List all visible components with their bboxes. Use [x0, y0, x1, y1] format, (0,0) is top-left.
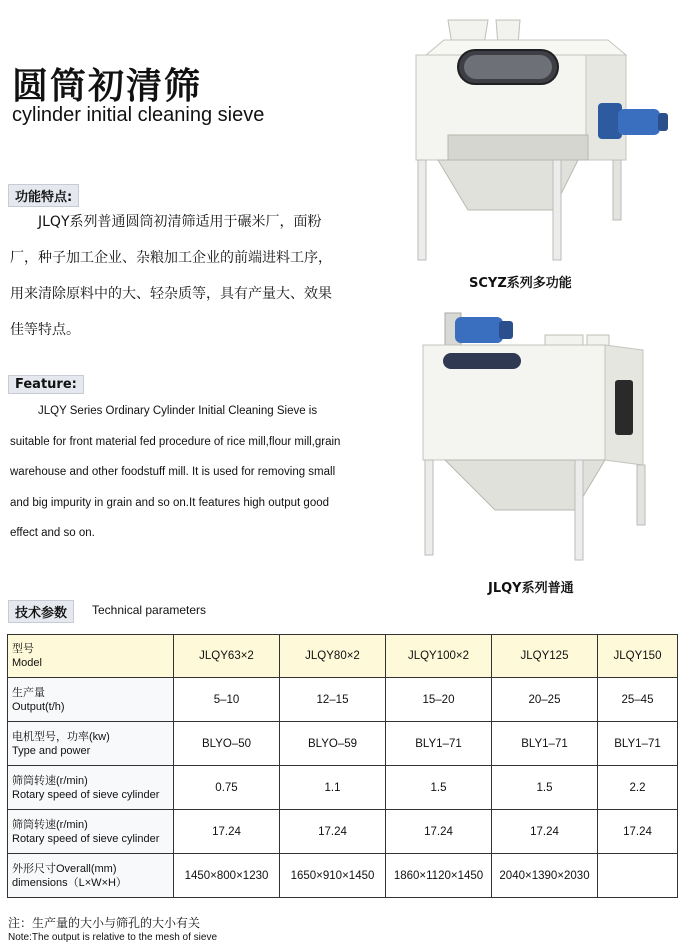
model-cell: JLQY100×2: [386, 635, 492, 678]
note-cn: 注：生产量的大小与筛孔的大小有关: [8, 916, 201, 930]
table-cell: [598, 854, 678, 898]
table-cell: 1.5: [386, 766, 492, 810]
table-cell: 5–10: [174, 678, 280, 722]
row-label: 筛筒转速(r/min) Rotary speed of sieve cylinder: [8, 810, 174, 854]
features-cn-line: 用来清除原料中的大、轻杂质等，具有产量大、效果: [10, 286, 332, 302]
features-en-line: and big impurity in grain and so on.It features high output good: [10, 496, 330, 509]
table-row: [8, 722, 678, 766]
features-en-line: JLQY Series Ordinary Cylinder Initial Cleaning Sieve is: [38, 405, 318, 417]
table-cell: 17.24: [492, 810, 598, 854]
page-title: 圆筒初清筛: [12, 66, 203, 107]
features-en-line: warehouse and other foodstuff mill. It is used for removing small: [10, 466, 336, 478]
features-en-line: suitable for front material fed procedure of rice mill,flour mill,grain: [10, 435, 341, 448]
table-cell: 1650×910×1450: [280, 854, 386, 898]
table-cell: 0.75: [174, 766, 280, 810]
features-en-heading: Feature:: [8, 375, 84, 394]
features-cn-line: 佳等特点。: [10, 322, 80, 338]
model-cell: JLQY63×2: [174, 635, 280, 678]
model-cell: JLQY150: [598, 635, 678, 678]
table-row: [8, 810, 678, 854]
scyz-caption: SCYZ系列多功能: [469, 276, 572, 291]
note-en: Note:The output is relative to the mesh of sieve: [8, 932, 217, 943]
table-cell: 17.24: [386, 810, 492, 854]
table-row: [8, 766, 678, 810]
table-cell: BLYO–59: [280, 722, 386, 766]
jlqy-caption: JLQY系列普通: [488, 581, 574, 596]
table-cell: 2.2: [598, 766, 678, 810]
page-subtitle: cylinder initial cleaning sieve: [12, 104, 265, 126]
model-cell: JLQY125: [492, 635, 598, 678]
tech-params-table: [7, 634, 678, 898]
table-cell: 20–25: [492, 678, 598, 722]
tech-params-subheading: Technical parameters: [92, 603, 207, 617]
table-cell: BLY1–71: [598, 722, 678, 766]
table-cell: 12–15: [280, 678, 386, 722]
features-cn-line: 厂，种子加工企业、杂粮加工企业的前端进料工序，: [10, 250, 332, 266]
features-cn-paragraph: [10, 204, 362, 348]
table-cell: 17.24: [280, 810, 386, 854]
table-cell: 1.5: [492, 766, 598, 810]
row-label: 电机型号，功率(kw) Type and power: [8, 722, 174, 766]
row-label: 筛筒转速(r/min) Rotary speed of sieve cylinder: [8, 766, 174, 810]
features-en-paragraph: [10, 396, 362, 549]
table-row: [8, 854, 678, 898]
table-cell: 17.24: [598, 810, 678, 854]
table-cell: BLY1–71: [492, 722, 598, 766]
features-en-line: effect and so on.: [10, 527, 95, 539]
scyz-machine-image: [408, 15, 678, 265]
table-cell: 2040×1390×2030: [492, 854, 598, 898]
table-cell: 15–20: [386, 678, 492, 722]
table-header-label: 型号 Model: [8, 635, 174, 678]
table-header-row: [8, 635, 678, 678]
features-cn-heading: 功能特点:: [8, 184, 79, 207]
table-cell: 1860×1120×1450: [386, 854, 492, 898]
row-label: 生产量 Output(t/h): [8, 678, 174, 722]
table-cell: BLY1–71: [386, 722, 492, 766]
table-cell: BLYO–50: [174, 722, 280, 766]
table-cell: 17.24: [174, 810, 280, 854]
tech-params-heading: 技术参数: [8, 600, 74, 623]
table-cell: 1450×800×1230: [174, 854, 280, 898]
jlqy-machine-image: [415, 305, 660, 565]
row-label: 外形尺寸Overall(mm) dimensions（L×W×H）: [8, 854, 174, 898]
table-cell: 1.1: [280, 766, 386, 810]
model-cell: JLQY80×2: [280, 635, 386, 678]
features-cn-line: JLQY系列普通圆筒初清筛适用于碾米厂，面粉: [38, 214, 322, 230]
table-cell: 25–45: [598, 678, 678, 722]
table-row: [8, 678, 678, 722]
